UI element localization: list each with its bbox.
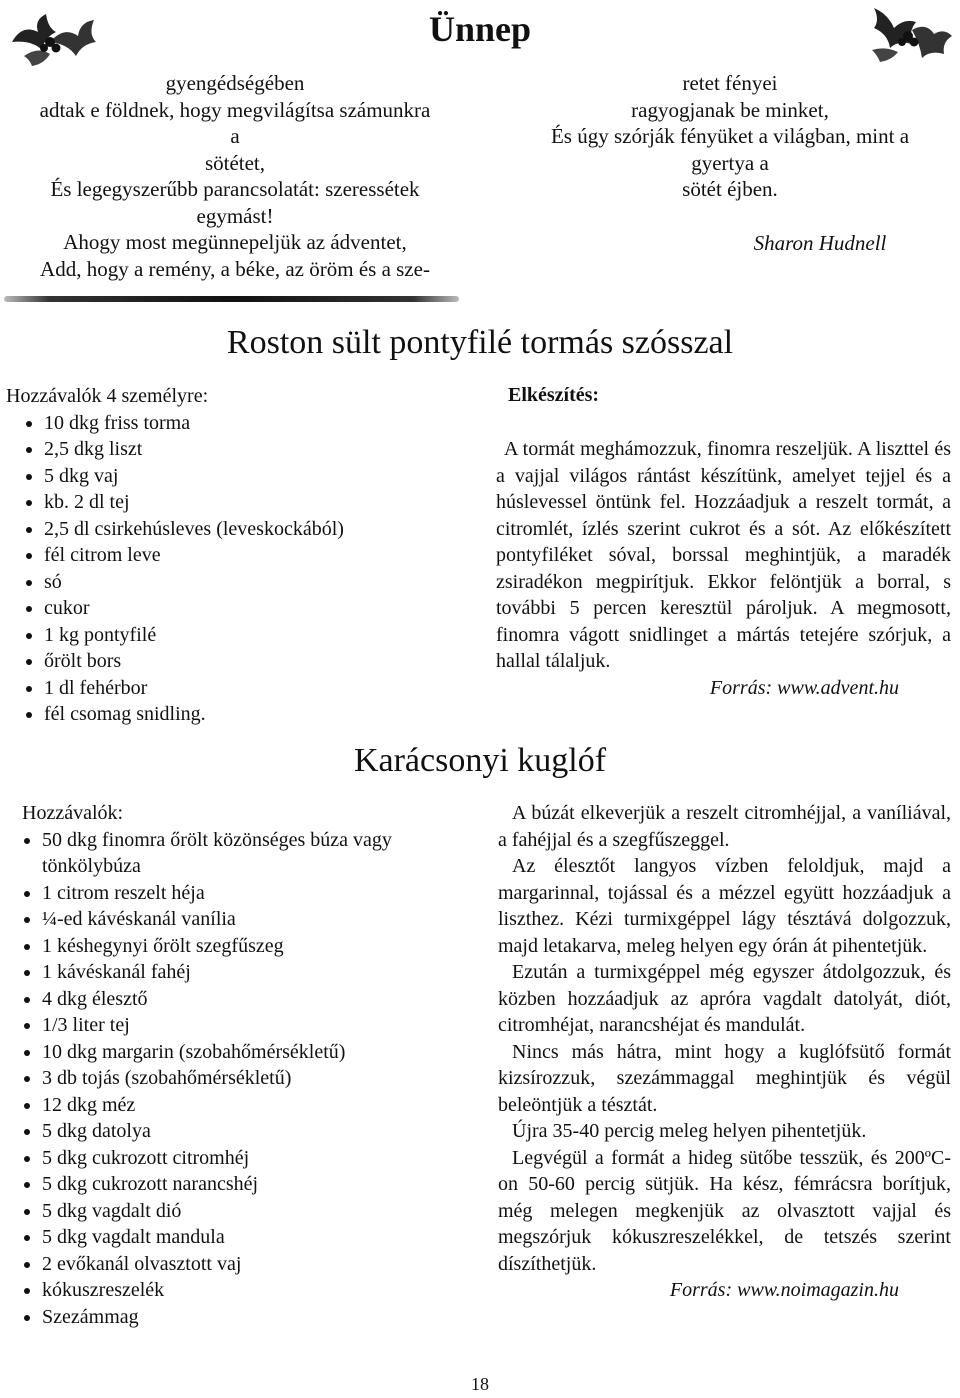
ingredients-heading: Hozzávalók: bbox=[22, 802, 124, 824]
poem-line: gyertya a bbox=[691, 150, 769, 175]
method-paragraph: Legvégül a formát a hideg sütőbe tesszük, és 200ºC-on 50-60 percig sütjük. Ha kész, fémrácsra borítjuk, még melegen megkenjük az olvasztott vajjal és megszórjuk kókuszreszelékkel, de tetszés szerint díszíthetjük. bbox=[498, 1146, 951, 1275]
poem-line: sötétet, bbox=[204, 150, 266, 175]
ingredient-item: 10 dkg margarin (szobahőmérsékletű) bbox=[22, 1039, 462, 1066]
ingredients-list bbox=[22, 800, 492, 1330]
ingredient-item: 2 evőkanál olvasztott vaj bbox=[22, 1251, 462, 1278]
poem-line: Add, hogy a remény, a béke, az öröm és a sze- bbox=[40, 256, 430, 281]
method-paragraph: Az élesztőt langyos vízben feloldjuk, majd a margarinnal, tojással és a mézzel együtt hozzáadjuk a liszthez. Kézi turmixgéppel lágy tésztává dolgozzuk, majd letakarva, meleg helyen egy órán át pihentetjük. bbox=[498, 855, 951, 957]
ingredient-item: só bbox=[24, 569, 476, 596]
ingredient-item: fél csomag snidling. bbox=[24, 701, 476, 728]
ingredient-item: fél citrom leve bbox=[24, 542, 476, 569]
poem-line: És úgy szórják fényüket a világban, mint a bbox=[550, 124, 910, 148]
ingredient-item: 4 dkg élesztő bbox=[22, 986, 462, 1013]
poem-line: gyengédségében bbox=[165, 71, 305, 95]
ingredient-item: 5 dkg cukrozott citromhéj bbox=[22, 1145, 462, 1172]
poem-line: adtak e földnek, hogy megvilágítsa számunkra bbox=[39, 97, 431, 122]
poem-right bbox=[510, 70, 950, 203]
ingredient-item: 1 késhegynyi őrölt szegfűszeg bbox=[22, 933, 462, 960]
method-heading: Elkészítés: bbox=[508, 384, 600, 406]
ingredients-list bbox=[6, 383, 476, 728]
poem-line: sötét éjben. bbox=[682, 177, 778, 201]
ingredient-item: 3 db tojás (szobahőmérsékletű) bbox=[22, 1065, 462, 1092]
poem-author: Sharon Hudnell bbox=[753, 231, 887, 255]
method-paragraph: Újra 35-40 percig meleg helyen pihentetjük. bbox=[512, 1120, 867, 1142]
ingredient-item: 2,5 dl csirkehúsleves (leveskockából) bbox=[24, 516, 476, 543]
ingredient-item: 5 dkg cukrozott narancshéj bbox=[22, 1171, 462, 1198]
ingredient-item: Szezámmag bbox=[22, 1304, 462, 1331]
ingredient-item: 1 citrom reszelt héja bbox=[22, 880, 462, 907]
recipe-title: Roston sült pontyfilé tormás szósszal bbox=[226, 324, 734, 361]
ingredient-item: 1 kávéskanál fahéj bbox=[22, 959, 462, 986]
ingredient-item: 1 kg pontyfilé bbox=[24, 622, 476, 649]
ingredient-item: 5 dkg vagdalt dió bbox=[22, 1198, 462, 1225]
poem-line: Ahogy most megünnepeljük az ádventet, bbox=[63, 230, 407, 254]
ingredient-item: 1/3 liter tej bbox=[22, 1012, 462, 1039]
page-title: Ünnep bbox=[428, 9, 532, 49]
ingredient-item: 5 dkg datolya bbox=[22, 1118, 462, 1145]
method-paragraph: Ezután a turmixgéppel még egyszer átdolgozzuk, és közben hozzáadjuk az apróra vagdalt datolyát, diót, citromhéjat, narancshéjat és mandulát. bbox=[498, 961, 951, 1036]
ingredient-item: kókuszreszelék bbox=[22, 1277, 462, 1304]
ingredients-heading: Hozzávalók 4 személyre: bbox=[6, 385, 209, 407]
ingredient-item: 50 dkg finomra őrölt közönséges búza vagy tönkölybúza bbox=[22, 827, 462, 880]
method-paragraph: A búzát elkeverjük a reszelt citromhéjjal, a vaníliával, a fahéjjal és a szegfűszeggel. bbox=[498, 802, 951, 851]
poem-line: egymást! bbox=[196, 203, 274, 228]
poem-line: retet fényei bbox=[682, 71, 778, 95]
ingredient-item: 5 dkg vagdalt mandula bbox=[22, 1224, 462, 1251]
poem-line: És legegyszerűbb parancsolatát: szeressétek bbox=[50, 177, 420, 201]
source-link: Forrás: www.advent.hu bbox=[709, 676, 899, 699]
method-text bbox=[498, 800, 951, 1304]
ingredient-item: őrölt bors bbox=[24, 648, 476, 675]
divider bbox=[4, 296, 459, 302]
ingredient-item: 2,5 dkg liszt bbox=[24, 436, 476, 463]
ingredient-item: 10 dkg friss torma bbox=[24, 410, 476, 437]
recipe-title: Karácsonyi kuglóf bbox=[353, 742, 607, 779]
method-text bbox=[496, 436, 951, 701]
ingredient-item: 1 dl fehérbor bbox=[24, 675, 476, 702]
ingredient-item: ¼-ed kávéskanál vanília bbox=[22, 906, 462, 933]
ingredient-item: 5 dkg vaj bbox=[24, 463, 476, 490]
ingredient-item: 12 dkg méz bbox=[22, 1092, 462, 1119]
method-paragraph: Nincs más hátra, mint hogy a kuglófsütő formát kizsírozzuk, szezámmaggal meghintjük és végül beleöntjük a tésztát. bbox=[498, 1040, 951, 1116]
ingredient-item: cukor bbox=[24, 595, 476, 622]
page-number: 18 bbox=[471, 1374, 489, 1394]
source-link: Forrás: www.noimagazin.hu bbox=[669, 1279, 899, 1301]
poem-left bbox=[20, 70, 450, 282]
poem-line: a bbox=[230, 124, 240, 148]
ingredient-item: kb. 2 dl tej bbox=[24, 489, 476, 516]
method-paragraph: A tormát meghámozzuk, finomra reszeljük. A liszttel és a vajjal világos rántást készítünk, amelyet tejjel és a húslevessel öntünk fel. Hozzáadjuk a reszelt tormát, a citromlét, ízlés szerint cukrot és a sót. Az előkészített pontyfiléket sóval, borssal meghintjük, a maradék zsiradékon megpirítjuk. Ekkor felöntjük a borral, s további 5 percen keresztül pároljuk. A megmosott, finomra vágott snidlinget a mártás tetejére szórjuk, a hallal tálaljuk. bbox=[496, 438, 951, 672]
poem-line: ragyogjanak be minket, bbox=[631, 97, 829, 122]
